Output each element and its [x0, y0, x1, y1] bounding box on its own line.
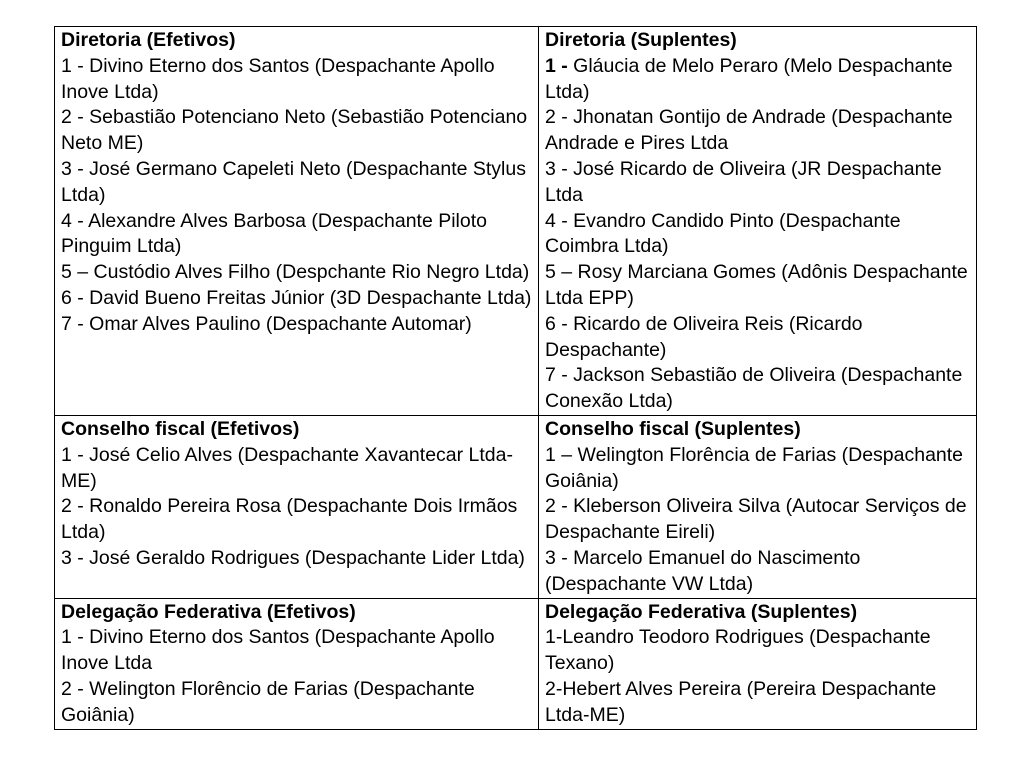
- list-item: 1 - José Celio Alves (Despachante Xavantecar Ltda-ME): [61, 443, 513, 492]
- list-item: 1 - Divino Eterno dos Santos (Despachante Apollo Inove Ltda): [61, 54, 495, 103]
- list-item: 4 - Evandro Candido Pinto (Despachante Coimbra Ltda): [545, 209, 901, 258]
- cell-diretoria-suplentes: [539, 27, 977, 416]
- section-heading: Conselho fiscal (Efetivos): [61, 417, 300, 440]
- list-item: 2-Hebert Alves Pereira (Pereira Despachante Ltda-ME): [545, 677, 937, 726]
- section-heading: Diretoria (Suplentes): [545, 29, 737, 51]
- list-item: 3 - José Geraldo Rodrigues (Despachante Lider Ltda): [61, 546, 525, 569]
- item-number: 1 -: [545, 54, 568, 77]
- list-item: 1 – Welington Florência de Farias (Despachante Goiânia): [545, 443, 964, 492]
- list-item: 2 - Jhonatan Gontijo de Andrade (Despachante Andrade e Pires Ltda: [545, 106, 953, 155]
- section-heading: Diretoria (Efetivos): [61, 29, 236, 51]
- cell-delegacao-efetivos: [55, 598, 539, 729]
- cell-conselho-efetivos: [55, 415, 539, 598]
- list-item: 2 - Ronaldo Pereira Rosa (Despachante Dois Irmãos Ltda): [61, 495, 518, 544]
- list-item: 2 - Sebastião Potenciano Neto (Sebastião Potenciano Neto ME): [61, 106, 528, 155]
- list-item: 5 – Rosy Marciana Gomes (Adônis Despachante Ltda EPP): [545, 261, 968, 309]
- cell-conselho-suplentes: [539, 415, 977, 598]
- list-item: 2 - Welington Florêncio de Farias (Despachante Goiânia): [61, 677, 475, 726]
- list-item: 2 - Kleberson Oliveira Silva (Autocar Serviços de Despachante Eireli): [545, 495, 967, 544]
- list-item: 6 - David Bueno Freitas Júnior (3D Despachante Ltda): [61, 286, 532, 309]
- cell-diretoria-efetivos: [55, 27, 539, 416]
- list-item: 3 - Marcelo Emanuel do Nascimento (Despachante VW Ltda): [545, 546, 861, 595]
- list-item: 1-Leandro Teodoro Rodrigues (Despachante Texano): [545, 626, 931, 675]
- section-row-diretoria: [55, 27, 977, 416]
- section-heading: Delegação Federativa (Suplentes): [545, 600, 858, 623]
- item-text: Gláucia de Melo Peraro (Melo Despachante Ltda): [545, 54, 953, 103]
- section-heading: Conselho fiscal (Suplentes): [545, 417, 801, 440]
- list-item: [545, 54, 972, 106]
- list-item: 3 - José Germano Capeleti Neto (Despachante Stylus Ltda): [61, 157, 526, 206]
- list-item: 7 - Jackson Sebastião de Oliveira (Despachante Conexão Ltda): [545, 364, 963, 413]
- section-row-delegacao-federativa: [55, 598, 977, 729]
- list-item: 1 - Divino Eterno dos Santos (Despachante Apollo Inove Ltda: [61, 626, 495, 675]
- list-item: 4 - Alexandre Alves Barbosa (Despachante Piloto Pinguim Ltda): [61, 209, 488, 258]
- list-item: 6 - Ricardo de Oliveira Reis (Ricardo Despachante): [545, 312, 863, 361]
- members-table: [54, 26, 977, 730]
- list-item: 5 – Custódio Alves Filho (Despchante Rio Negro Ltda): [61, 261, 530, 284]
- list-item: 3 - José Ricardo de Oliveira (JR Despachante Ltda: [545, 157, 942, 206]
- cell-delegacao-suplentes: [539, 598, 977, 729]
- section-row-conselho-fiscal: [55, 415, 977, 598]
- list-item: 7 - Omar Alves Paulino (Despachante Automar): [61, 312, 472, 335]
- section-heading: Delegação Federativa (Efetivos): [61, 600, 356, 623]
